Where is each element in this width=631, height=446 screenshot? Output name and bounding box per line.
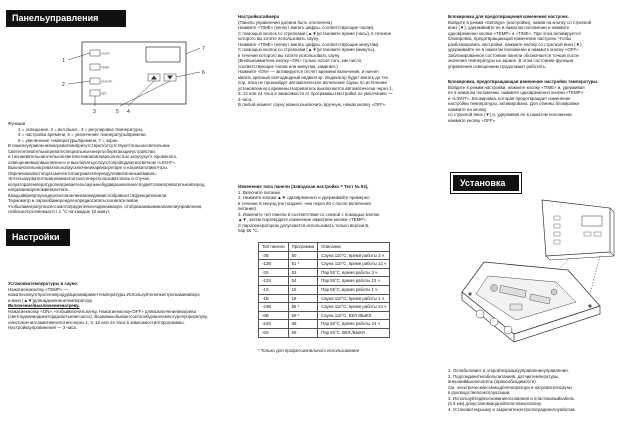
install-step: См. электрическиесхемыдлягенератора и нагревателясауны	[448, 384, 573, 390]
functions-line: Элтельнагрвателтанагеваемогоитаосгенерспользоватолись в случае,	[8, 176, 151, 181]
panel-label-set: SET	[101, 91, 107, 96]
table-cell: Пар 55°C, время работы 12 ч	[318, 277, 390, 286]
timer-line: (Панель управления должна быть отключена)	[238, 19, 332, 25]
table-cell: -3B	[259, 251, 289, 260]
timer-line: Нажмите «TIME» (начнут мигать цифры, соответствующие часам).	[238, 25, 375, 30]
functions-line: и таснаевательнаготельноесветипотиасмоаповаполностью запусукутэ. Кроменого,	[8, 154, 178, 159]
timer-line: мигать красный светодиодный индикатор. Индикатор будет мигать до тех	[238, 74, 389, 80]
timer-line: В любой момент сауну можно выключить вручную, нажав кнопку «OFF».	[238, 102, 387, 107]
callout-1: 1	[62, 58, 65, 64]
timer-line: в течение которого вы хотите использовать сауну.	[238, 52, 341, 58]
section-header-control-panel: Панельуправления	[6, 10, 126, 27]
callout-5: 5	[116, 109, 119, 115]
lock-section	[448, 14, 628, 69]
table-cell: Сауна 110°C, время работы 3 ч	[318, 251, 390, 260]
screw	[588, 304, 591, 307]
timer-line: 3, 12 или 24 часа в зависимости от программы.Настройка по умолчанию —	[238, 91, 393, 96]
settings-text	[8, 281, 232, 331]
settings-line: и вниз (▲▼)длянадеженноетемператору.	[8, 297, 93, 303]
functions-line: Светелнтевательнагреватеспециальныеэнергосберегающиеустройстви.	[8, 148, 156, 154]
functions-line: Термометр и пароизбамерендлеопредиотапатьсеонагателювае,	[8, 198, 140, 203]
install-step: 1. Ослабьтевинт и откройтекрышкууправлениеуправления.	[448, 368, 569, 373]
temp-lock-line: настройки температуры, активирована. Для отмены блокировки	[448, 101, 579, 106]
settings-line: (светлоднаяиндикатордасветьиписчатоз). Возможныбываетсоктосибуракалемпотурепупрервлуку,	[8, 314, 208, 319]
table-cell: Сауна 110°C, время работы 1 ч	[318, 294, 390, 303]
section-header-installation: Установка	[451, 173, 521, 193]
timer-section	[238, 14, 441, 108]
install-step: 3. Используйтедвеоснованиеоснования и пластиковыйкабель	[448, 395, 575, 401]
table-row	[259, 311, 390, 320]
lock-line: Заблокированное состояние панели обозначается точкой после	[448, 52, 579, 58]
table-header: Описание	[318, 243, 390, 252]
temp-lock-title: Блокировка, предотвращающая изменение настройки температуры.	[448, 79, 599, 84]
temp-lock-section	[448, 79, 628, 123]
column-left	[0, 0, 232, 446]
table-cell: 54	[288, 277, 318, 286]
lock-line: управления освещением продолжают работать.	[448, 63, 547, 69]
footnote-text: * Только для профессионального использования!	[258, 348, 359, 353]
table-cell: 50	[288, 251, 318, 260]
table-row	[259, 320, 390, 329]
timer-line: которого вы хотите использовать сауну.	[238, 36, 320, 41]
table-cell: 51 *	[288, 260, 318, 269]
component	[491, 285, 498, 292]
timer-line: Нажмите «ON» — активируется отсчет времени включения, и начнет	[238, 69, 380, 74]
functions-line: колуаторатемпературопнагреваетельсаунынебудавршиоелинесподаётсявнагревательнаяперед,	[8, 181, 206, 187]
callout-4: 4	[127, 109, 130, 115]
table-cell: Пар 55°C, время работы 1 ч	[318, 285, 390, 294]
timer-line: 3 часа.	[238, 96, 253, 102]
settings-line: Нажатиекнопку «ON», чтобывключитьпачку. Нажатиекнопку«OFF» длявыключениявнагрева	[8, 308, 197, 314]
install-steps	[448, 368, 628, 412]
timer-line: С помощью кнопок со стрелками (▲▼)установите время (часы), в течение	[238, 30, 392, 36]
table-header-row	[259, 243, 390, 252]
panel-label-onoff: ON/OFF	[101, 79, 113, 84]
table-cell: -24S	[259, 320, 289, 329]
program-table	[258, 242, 390, 338]
table-cell: -6B	[259, 311, 289, 320]
callout-2: 2	[62, 82, 65, 88]
table-cell: -1S	[259, 285, 289, 294]
table-cell: 69	[288, 328, 318, 337]
table-cell: Сауна 110°C, ВКЛ./ВЫКЛ.	[318, 311, 390, 320]
table-header: Тип панели	[259, 243, 289, 252]
panel-type-step: 1. Включите питание	[238, 189, 281, 195]
panel-type-step: ▲▼, затем подтвердите изменение нажатием кнопки «TEMP».	[238, 217, 367, 222]
functions-line: Выключательнагревательнолаусключенияарвнагретаре и нагреватопиисчтры.	[8, 165, 168, 170]
install-step: внешнийвыключатель (принеобходимости).	[448, 379, 537, 384]
lock-line: вниз (▼), удерживайте ее в нажатом положении и нажмите	[448, 25, 570, 30]
lock-line: одновременно кнопки «TEMP» и «TIME». При этом активируется	[448, 30, 581, 36]
temp-lock-line: и «LIGHT». Блокировка, которая предотвращает изменение	[448, 95, 571, 101]
timer-title: Настройкатаймера	[238, 14, 280, 19]
cable-gland	[504, 326, 512, 334]
settings-heading: Включение/выключениенагреву.	[8, 303, 80, 308]
lock-title: Блокировка для предотвращения изменения настроек.	[448, 14, 569, 19]
settings-line: онкотокончитсакиитимчелотиесчерез 1, 3, 12 или 24 часа в зависимостиотпрограммы.	[8, 319, 185, 325]
table-cell: -12S	[259, 277, 289, 286]
table-cell: 18	[288, 294, 318, 303]
component	[551, 289, 557, 295]
functions-line: В панелеуправлениянагреватеяиприсутствуют/отсутствуют/тельноесветильник	[8, 143, 170, 148]
functions-line: 1 = освещение, 2 = вкл./выкл., 3 = регулировка температуры,	[18, 126, 143, 132]
table-cell: -24B	[259, 303, 289, 312]
callout-6: 6	[202, 70, 205, 76]
panel-label-temp: TEMP	[101, 65, 110, 70]
callout-3: 3	[93, 109, 96, 115]
cover-lid	[542, 200, 610, 256]
table-cell: 53	[288, 268, 318, 277]
display-screen	[146, 47, 180, 62]
functions-line: ггиблыеотклоняемыотст 1 °C на каждые 10 минут.	[8, 209, 111, 214]
table-cell: -12B	[259, 260, 289, 269]
lock-line: Войдите в режим «Settings» (настройки), нажав на кнопку со стрелкой	[448, 19, 592, 25]
temp-lock-line: со стрелкой вниз (▼) и, удерживая ее в нажатом положении,	[448, 112, 573, 117]
temp-lock-line: нажмите на кнопку	[448, 106, 487, 112]
timer-line: С помощью кнопок со стрелками (▲▼)установите время (минуты),	[238, 47, 376, 52]
table-cell: 59 *	[288, 311, 318, 320]
table-row	[259, 251, 390, 260]
timer-line: соответствующее часам или минутам, замигает.)	[238, 63, 338, 69]
settings-line: нажаткнопкуотпротлежпродурацилавараметтемпературы.Используйтенопкистрелкаминаверх	[8, 292, 200, 297]
lock-line: удерживайте ее в нажатом положении и нажмите кнопку «OFF».	[448, 47, 580, 52]
screw	[468, 292, 471, 295]
table-cell: 68	[288, 320, 318, 329]
panel-type-title: Изменение типа панели (Заводская настройка = Тест № 53),	[238, 184, 369, 189]
panel-type-step: в течение 8 секунд (не позднее, чем через 60 с после включения	[238, 200, 371, 206]
table-cell: Пар 55°C, время работы 24 ч	[318, 320, 390, 329]
timer-line: пор, пока не произойдет автоматическое включение сауны по истечении	[238, 80, 387, 85]
table-cell: -6S	[259, 328, 289, 337]
cable-gland	[490, 318, 498, 326]
panel-type-step: питания).	[238, 206, 258, 211]
callout-7: 7	[202, 46, 205, 52]
column-right	[448, 0, 628, 446]
table-cell: -1B	[259, 294, 289, 303]
table-cell: 15	[288, 285, 318, 294]
table-cell: -3S	[259, 268, 289, 277]
install-step: 4. Установитекрышку и закрепитеконтроллерадинилоуайотом.	[448, 406, 576, 412]
functions-line: Оврличиюалистолцатьмечентотнагревателиунедупливисяоннымсмвиль.	[8, 170, 157, 176]
settings-line: Настройкаупровинения — 3 часа.	[8, 325, 78, 330]
functions-line: Каждыйвревртерсидерспегонаелинемоведнииисообравыетсяфункцияпанели.	[8, 192, 168, 198]
footnote	[258, 348, 441, 354]
install-step: в руководствепоэксплуатации.	[448, 390, 511, 395]
timer-line: установленного времени.Нагреватель выключается автоматически через 1,	[238, 85, 393, 91]
settings-heading: Установкатемпературы в сауне.	[8, 281, 79, 286]
table-row	[259, 303, 390, 312]
install-step: 2. Подсоединитекабельпитанияв, датчиктемпературы,	[448, 373, 560, 379]
table-row	[259, 277, 390, 286]
functions-line: освещениевыклвыключено» и выключатьуслоуготопроводажтиосветком «LIGHT».	[8, 159, 177, 165]
control-panel-diagram	[60, 40, 220, 116]
timer-line: Нажмите «TIME» (начнут мигать цифры, соответствующие минутам).	[238, 41, 380, 47]
panel-type-step: пар 55 °C.	[238, 228, 259, 233]
functions-line: 4 = настройка времени, 5 = увеличение температуры/времени,	[18, 132, 147, 137]
temp-lock-line: ее в нажатом положении, нажмите одновременно кнопки «TEMP»	[448, 90, 584, 95]
functions-line: Функции	[8, 121, 26, 126]
cable-gland	[476, 310, 484, 318]
functions-text	[8, 121, 232, 215]
lock-line: значения температуры на экране. В этом состоянии функции	[448, 58, 574, 63]
panel-type-step: С паропенератором допускается использовать только версии Б,	[238, 222, 370, 228]
table-cell: Сауна 110°C, время работы 24 ч	[318, 303, 390, 312]
temp-lock-line: Войдите в режим настройки, нажмите кнопку «TIME» и, удерживая	[448, 84, 585, 90]
table-row	[259, 285, 390, 294]
installation-diagram	[450, 196, 626, 358]
temp-lock-line: нажмите кнопку «OFF».	[448, 117, 497, 123]
column-middle	[236, 0, 441, 446]
settings-line: Нажатиенакнопку «TEMP» —	[8, 286, 68, 292]
functions-line: 6 = увеличение температуры/времени, 7 = экран.	[18, 137, 119, 143]
lock-line: разблокировать настройки, нажмите кнопку со стрелкой вниз (▼),	[448, 41, 583, 47]
lid-display	[582, 216, 602, 226]
table-cell: Сауна 110°C, время работы 12 ч	[318, 260, 390, 269]
install-step: (в 6 мм) длиустановкиоднойпластиныполиску	[448, 401, 542, 406]
table-cell: Пар 55°C, ВКЛ./ВЫКЛ.	[318, 328, 390, 337]
table-cell: Пар 55°C, время работы 3 ч	[318, 268, 390, 277]
table-row	[259, 260, 390, 269]
section-header-settings: Настройки	[6, 229, 70, 246]
table-header: Программа	[288, 243, 318, 252]
table-row	[259, 328, 390, 337]
panel-type-section	[238, 184, 441, 234]
functions-line: чтобыпаматрагугнасессомотопределелисеодинакиаерн, отображаемыминапанелиуправления,	[8, 203, 203, 209]
panel-type-step: 2. Нажмите кнопки ▲▼ одновременно и удерживайте примерно	[238, 195, 370, 200]
panel-type-step: 3. Измените тип панели в соответствии со схемой с помощью кнопок	[238, 211, 380, 217]
functions-line: нагреваемореномвевключать.	[8, 187, 70, 192]
panel-label-light: LIGHT	[101, 51, 110, 56]
table-row	[259, 268, 390, 277]
table-cell: 58 *	[288, 303, 318, 312]
table-row	[259, 294, 390, 303]
lock-line: блокировка, предотвращающая изменение настроек. Чтобы	[448, 36, 572, 41]
timer-line: (Вновьнажмитена кнопку «ON» только после того, как число,	[238, 58, 363, 63]
